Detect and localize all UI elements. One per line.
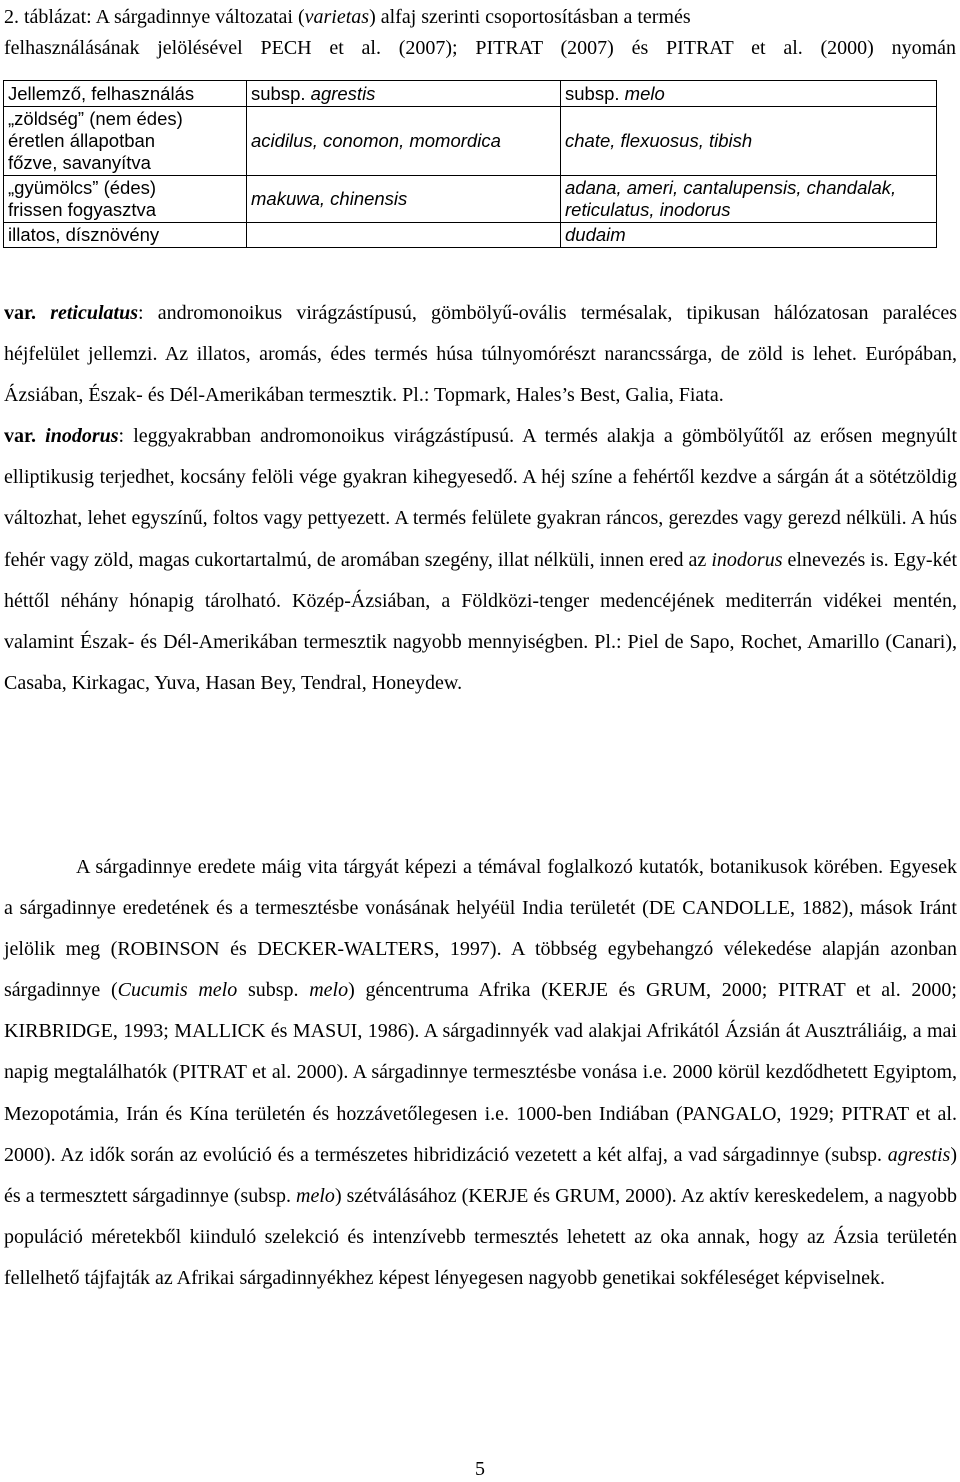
header-use: Jellemző, felhasználás xyxy=(4,81,247,107)
table-caption xyxy=(4,2,956,64)
caption-italic: varietas xyxy=(304,6,370,28)
table-row xyxy=(4,176,937,223)
agrestis-cell xyxy=(247,223,561,248)
caption-text-1: 2. táblázat: A sárgadinnye változatai ( xyxy=(4,6,305,28)
use-cell: „gyümölcs” (édes) frissen fogyasztva xyxy=(4,176,247,223)
caption-text-2: ) alfaj szerinti csoportosításban a termés xyxy=(369,6,691,28)
table-header-row xyxy=(4,81,937,107)
header-melo: subsp. melo xyxy=(561,81,937,107)
origin-paragraph xyxy=(4,847,957,1299)
table-row xyxy=(4,223,937,248)
use-cell: „zöldség” (nem édes) éretlen állapotban főzve, savanyítva xyxy=(4,107,247,176)
melo-cell: dudaim xyxy=(561,223,937,248)
use-cell: illatos, dísznövény xyxy=(4,223,247,248)
table-row xyxy=(4,107,937,176)
varieties-table xyxy=(3,80,937,248)
header-agrestis: subsp. agrestis xyxy=(247,81,561,107)
melo-cell: adana, ameri, cantalupensis, chandalak, reticulatus, inodorus xyxy=(561,176,937,223)
agrestis-cell: acidilus, conomon, momordica xyxy=(247,107,561,176)
paragraph-reticulatus: var. reticulatus: andromonoikus virágzástípusú, gömbölyű-ovális termésalak, tipikusan hálózatosan paraléces héjfelület jellemzi. Az illatos, aromás, édes termés húsa túlnyomórészt narancssárga, de zöld is lehet. Európában, Ázsiában, Észak- és Dél-Amerikában termesztik. Pl.: Topmark, Hales’s Best, Galia, Fiata. xyxy=(4,302,957,407)
caption-line-2: felhasználásának jelölésével PECH et al. (2007); PITRAT (2007) és PITRAT et al. (2000) nyomán xyxy=(4,37,956,59)
melo-cell: chate, flexuosus, tibish xyxy=(561,107,937,176)
page-number: 5 xyxy=(475,1458,485,1480)
paragraph-inodorus: var. inodorus: leggyakrabban andromonoikus virágzástípusú. A termés alakja a gömbölyűtől az erősen megnyúlt elliptikusig terjedhet, kocsány felöli vége gyakran kihegyesedő. A héj színe a fehértől kezdve a sárgán át a sötétzöldig változhat, lehet egyszínű, foltos vagy pettyezett. A termés felülete gyakran ráncos, gerezdes vagy gerezd nélküli. A hús fehér vagy zöld, magas cukortartalmú, de aromában szegény, illat nélküli, innen ered az inodorus elnevezés is. Egy-két héttől néhány hónapig tárolható. Közép-Ázsiában, a Földközi-tenger medencéjének mediterrán vidékei mentén, valamint Észak- és Dél-Amerikában termesztik nagyobb mennyiségben. Pl.: Piel de Sapo, Rochet, Amarillo (Canari), Casaba, Kirkagac, Yuva, Hasan Bey, Tendral, Honeydew. xyxy=(4,425,957,694)
agrestis-cell: makuwa, chinensis xyxy=(247,176,561,223)
variety-descriptions xyxy=(4,293,957,704)
paragraph-origin: A sárgadinnye eredete máig vita tárgyát képezi a témával foglalkozó kutatók, botanikusok körében. Egyesek a sárgadinnye eredetének és a termesztésbe vonásának helyéül India területét (DE CANDOLLE, 1882), mások Iránt jelölik meg (ROBINSON és DECKER-WALTERS, 1997). A többség egybehangzó vélekedése alapján azonban sárgadinnye (Cucumis melo subsp. melo) géncentruma Afrika (KERJE és GRUM, 2000; PITRAT et al. 2000; KIRBRIDGE, 1993; MALLICK és MASUI, 1986). A sárgadinnyék vad alakjai Afrikától Ázsián át Ausztráliáig, a mai napig megtalálhatók (PITRAT et al. 2000). A sárgadinnye termesztésbe vonása i.e. 2000 körül kezdődhetett Egyiptom, Mezopotámia, Irán és Kína területén és hozzávetőlegesen i.e. 1000-ben Indiában (PANGALO, 1929; PITRAT et al. 2000). Az idők során az evolúció és a természetes hibridizáció vezetett a két alfaj, a vad sárgadinnye (subsp. agrestis) és a termesztett sárgadinnye (subsp. melo) szétválásához (KERJE és GRUM, 2000). Az aktív kereskedelem, a nagyobb populáció méretekből kiinduló szelekció és intenzívebb termesztés lehetett az oka annak, hogy az Ázsia területén fellelhető tájfajták az Afrikai sárgadinnyékhez képest lényegesen nagyobb genetikai sokféleséget képviselnek. xyxy=(4,856,957,1289)
